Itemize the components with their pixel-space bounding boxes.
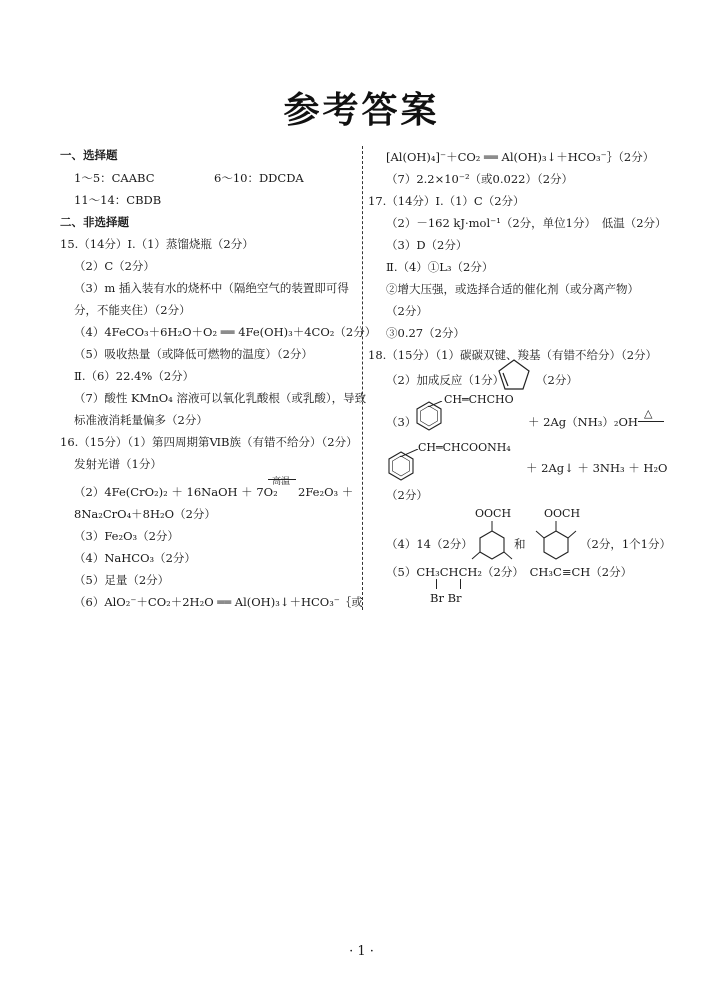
q18-part4-and: 和: [514, 537, 526, 551]
q18-part3-label: （3）: [386, 415, 417, 429]
q16-part1b: 发射光谱（1分）: [74, 457, 162, 471]
q17-part4b-line1: ②增大压强，或选择合适的催化剂（或分离产物）: [386, 282, 639, 296]
q18-part5-bromines: Br Br: [430, 591, 462, 605]
q15-part6: Ⅱ.（6）22.4%（2分）: [74, 369, 195, 383]
q16-part1: 16.（15分）（1）第四周期第ⅥB族（有错不给分）（2分）: [60, 435, 358, 449]
q17-part2: （2）－162 kJ·mol⁻¹（2分，单位1分） 低温（2分）: [386, 216, 667, 230]
q15-part7-line1: （7）酸性 KMnO₄ 溶液可以氧化乳酸根（或乳酸），导致: [74, 391, 367, 405]
page-number: · 1 ·: [349, 944, 374, 959]
bromide-bonds: [433, 579, 463, 591]
q15-part7-line2: 标准液消耗量偏多（2分）: [74, 413, 208, 427]
q18-part4-group2: OOCH: [544, 507, 581, 520]
q17-part1: 17.（14分）Ⅰ.（1）C（2分）: [368, 194, 525, 208]
q16-part4: （4）NaHCO₃（2分）: [74, 551, 196, 565]
bond-line-2: [400, 449, 420, 457]
q15-part1: 15.（14分）Ⅰ.（1）蒸馏烧瓶（2分）: [60, 237, 254, 251]
q18-part3-score: （2分）: [386, 488, 428, 502]
mc-answers-1-5: 1～5：CAABC: [74, 171, 155, 185]
reaction-arrow: [638, 421, 664, 422]
q16-part6-cont: [Al(OH)₄]⁻＋CO₂ ══ Al(OH)₃↓＋HCO₃⁻｝（2分）: [386, 150, 655, 164]
q18-part3-substituent2: CH═CHCOONH₄: [418, 441, 511, 454]
q16-part2-line2: 8Na₂CrO₄＋8H₂O（2分）: [74, 507, 216, 521]
q16-part5: （5）足量（2分）: [74, 573, 170, 587]
cyclopentene-structure: [496, 357, 532, 393]
q18-part3-products: ＋ 2Ag↓ ＋ 3NH₃ ＋ H₂O: [526, 461, 668, 475]
bond-line-1: [428, 401, 444, 407]
section-heading-choice: 一、选择题: [60, 148, 118, 162]
q16-part7: （7）2.2×10⁻²（或0.022）（2分）: [386, 172, 574, 186]
page-title: 参考答案: [283, 90, 440, 131]
mc-answers-6-10: 6～10：DDCDA: [214, 171, 304, 185]
q15-part4: （4）4FeCO₃＋6H₂O＋O₂ ══ 4Fe(OH)₃＋4CO₂（2分）: [74, 325, 377, 339]
heat-symbol: △: [644, 407, 653, 420]
q17-part4c: ③0.27（2分）: [386, 326, 465, 340]
q16-part6: （6）AlO₂⁻＋CO₂＋2H₂O ══ Al(OH)₃↓＋HCO₃⁻｛或: [74, 595, 363, 609]
q17-part4: Ⅱ.（4）①L₃（2分）: [386, 260, 494, 274]
q15-part2: （2）C（2分）: [74, 259, 155, 273]
q15-part3-line1: （3）m 插入装有水的烧杯中（隔绝空气的装置即可得: [74, 281, 349, 295]
q16-part3: （3）Fe₂O₃（2分）: [74, 529, 179, 543]
q17-part4b-line2: （2分）: [386, 304, 428, 318]
q18-part2-score: （2分）: [536, 373, 578, 387]
q17-part3: （3）D（2分）: [386, 238, 468, 252]
q18-part4-score: （2分，1个1分）: [580, 537, 671, 551]
mc-answers-11-14: 11～14：CBDB: [74, 193, 162, 207]
q18-part3-substituent1: CH═CHCHO: [444, 393, 514, 406]
q15-part5: （5）吸收热量（或降低可燃物的温度）（2分）: [74, 347, 313, 361]
section-heading-nonchoice: 二、非选择题: [60, 215, 129, 229]
q18-part3-reagent: ＋ 2Ag（NH₃）₂OH: [528, 415, 638, 429]
q18-part4-label: （4）14（2分）: [386, 537, 473, 551]
reaction-line: [268, 479, 296, 480]
column-divider: [362, 146, 363, 610]
q18-part1: 18.（15分）（1）碳碳双键、羧基（有错不给分）（2分）: [368, 348, 658, 362]
q16-part2-right: 2Fe₂O₃ ＋: [298, 485, 354, 499]
aryl-formate-structure-2: [534, 521, 578, 565]
q18-part2-label: （2）加成反应（1分）: [386, 373, 505, 387]
q16-part2-left: （2）4Fe(CrO₂)₂ ＋ 16NaOH ＋ 7O₂: [74, 485, 278, 499]
q18-part4-group1: OOCH: [475, 507, 512, 520]
q15-part3-line2: 分，不能夹住）（2分）: [74, 303, 191, 317]
q16-condition: 高温: [272, 477, 291, 487]
q18-part5: （5）CH₃CHCH₂（2分） CH₃C≡CH（2分）: [386, 565, 633, 579]
